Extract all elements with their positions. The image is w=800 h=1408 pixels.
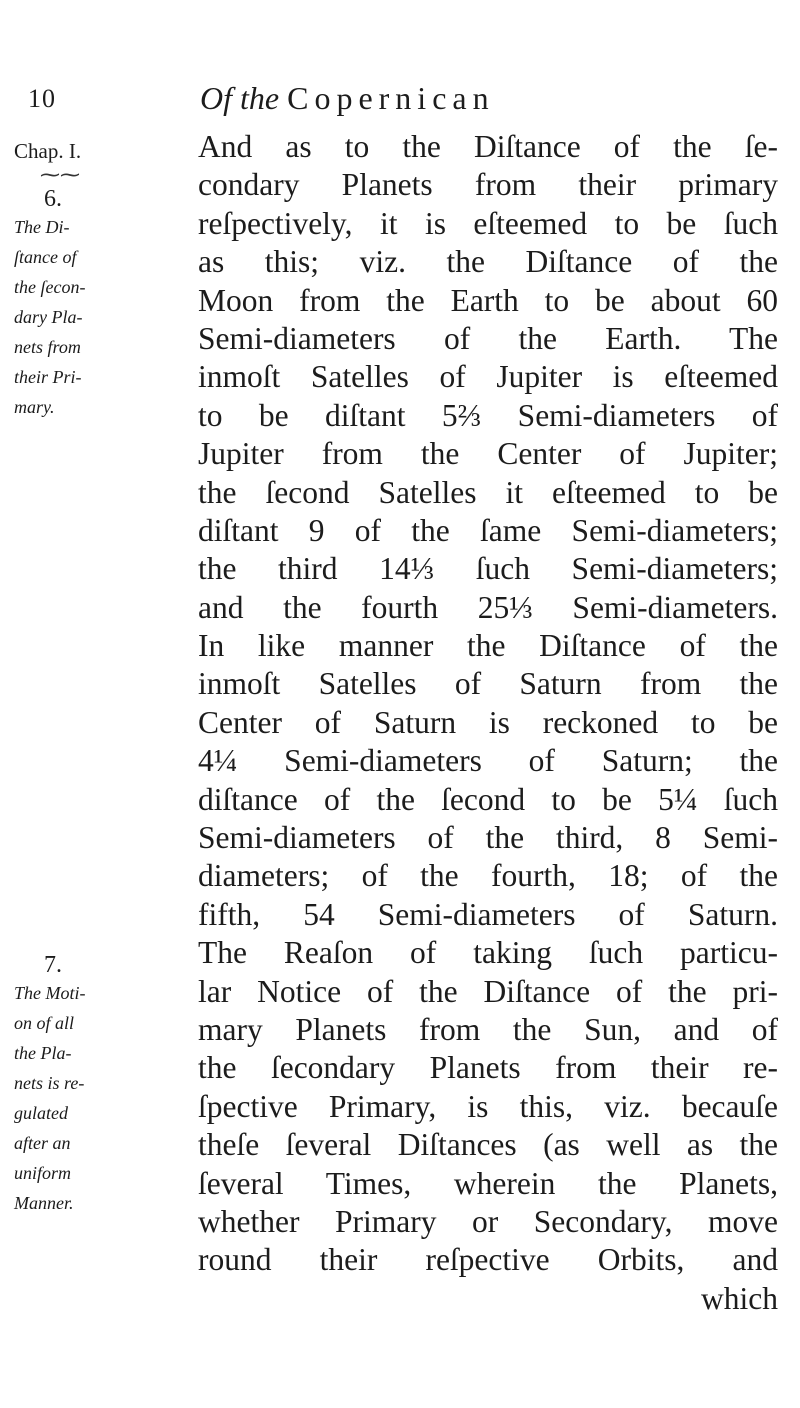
text-line: ſeveral Times, wherein the Planets, bbox=[198, 1165, 778, 1201]
running-title bbox=[200, 80, 495, 117]
margin-note-line: nets from bbox=[14, 337, 81, 357]
margin-note-line: ſtance of bbox=[14, 247, 77, 267]
text-line: as this; viz. the Diſtance of the bbox=[198, 244, 778, 280]
margin-note-line: the Pla- bbox=[14, 1043, 72, 1063]
text-line: diſtance of the ſecond to be 5¼ ſuch bbox=[198, 781, 778, 817]
text-line: Jupiter from the Center of Jupiter; bbox=[198, 436, 778, 472]
text-line: the ſecondary Planets from their re- bbox=[198, 1050, 778, 1086]
margin-note-line: gulated bbox=[14, 1103, 68, 1123]
text-line: and the fourth 25⅓ Semi-diameters. bbox=[198, 589, 778, 625]
text-line: theſe ſeveral Diſtances (as well as the bbox=[198, 1127, 778, 1163]
text-line: ſpective Primary, is this, viz. becauſe bbox=[198, 1088, 778, 1124]
margin-note-number: 7. bbox=[44, 952, 62, 978]
text-line: round their reſpective Orbits, and bbox=[198, 1242, 778, 1278]
margin-note-line: uniform bbox=[14, 1163, 72, 1183]
text-line: to be diſtant 5⅔ Semi-diameters of bbox=[198, 397, 778, 433]
catchword: which bbox=[701, 1280, 778, 1316]
margin-note-line: Manner. bbox=[14, 1193, 74, 1213]
margin-note-line: on of all bbox=[14, 1013, 75, 1033]
text-line: fifth, 54 Semi-diameters of Saturn. bbox=[198, 896, 778, 932]
body-text bbox=[198, 128, 778, 1318]
text-line: lar Notice of the Diſtance of the pri- bbox=[198, 973, 778, 1009]
text-line: Semi-diameters of the Earth. The bbox=[198, 320, 778, 356]
text-line: Semi-diameters of the third, 8 Semi- bbox=[198, 820, 778, 856]
margin-note-line: their Pri- bbox=[14, 367, 82, 387]
text-line: the third 14⅓ ſuch Semi-diameters; bbox=[198, 551, 778, 587]
text-line: Center of Saturn is reckoned to be bbox=[198, 704, 778, 740]
margin-note-line: the ſecon- bbox=[14, 277, 86, 297]
text-line: Moon from the Earth to be about 60 bbox=[198, 282, 778, 318]
margin-note-line: The Di- bbox=[14, 217, 70, 237]
margin-note-line: mary. bbox=[14, 397, 55, 417]
margin-note-number: 6. bbox=[44, 186, 62, 212]
running-title-caps: Copernican bbox=[287, 80, 495, 116]
text-line: inmoſt Satelles of Saturn from the bbox=[198, 666, 778, 702]
text-line: The Reaſon of taking ſuch particu- bbox=[198, 935, 778, 971]
text-line: inmoſt Satelles of Jupiter is eſteemed bbox=[198, 359, 778, 395]
margin-note-6 bbox=[14, 186, 164, 422]
text-line: mary Planets from the Sun, and of bbox=[198, 1011, 778, 1047]
text-line: reſpectively, it is eſteemed to be ſuch bbox=[198, 205, 778, 241]
fleuron-ornament-icon: ⁓⁓ bbox=[40, 164, 80, 186]
margin-note-line: The Moti- bbox=[14, 983, 86, 1003]
margin-note-line: nets is re- bbox=[14, 1073, 85, 1093]
text-line: And as to the Diſtance of the ſe- bbox=[198, 129, 778, 164]
text-line: diameters; of the fourth, 18; of the bbox=[198, 858, 778, 894]
margin-note-7 bbox=[14, 952, 164, 1218]
margin-note-line: dary Pla- bbox=[14, 307, 83, 327]
text-line: the ſecond Satelles it eſteemed to be bbox=[198, 474, 778, 510]
page-number: 10 bbox=[28, 84, 56, 113]
running-title-italic: Of the bbox=[200, 80, 280, 116]
text-line: In like manner the Diſtance of the bbox=[198, 628, 778, 664]
text-line: 4¼ Semi-diameters of Saturn; the bbox=[198, 743, 778, 779]
margin-note-line: after an bbox=[14, 1133, 71, 1153]
margin-chapter: Chap. I. bbox=[14, 139, 82, 163]
text-line: whether Primary or Secondary, move bbox=[198, 1203, 778, 1239]
text-line: condary Planets from their primary bbox=[198, 167, 778, 203]
text-line: diſtant 9 of the ſame Semi-diameters; bbox=[198, 512, 778, 548]
